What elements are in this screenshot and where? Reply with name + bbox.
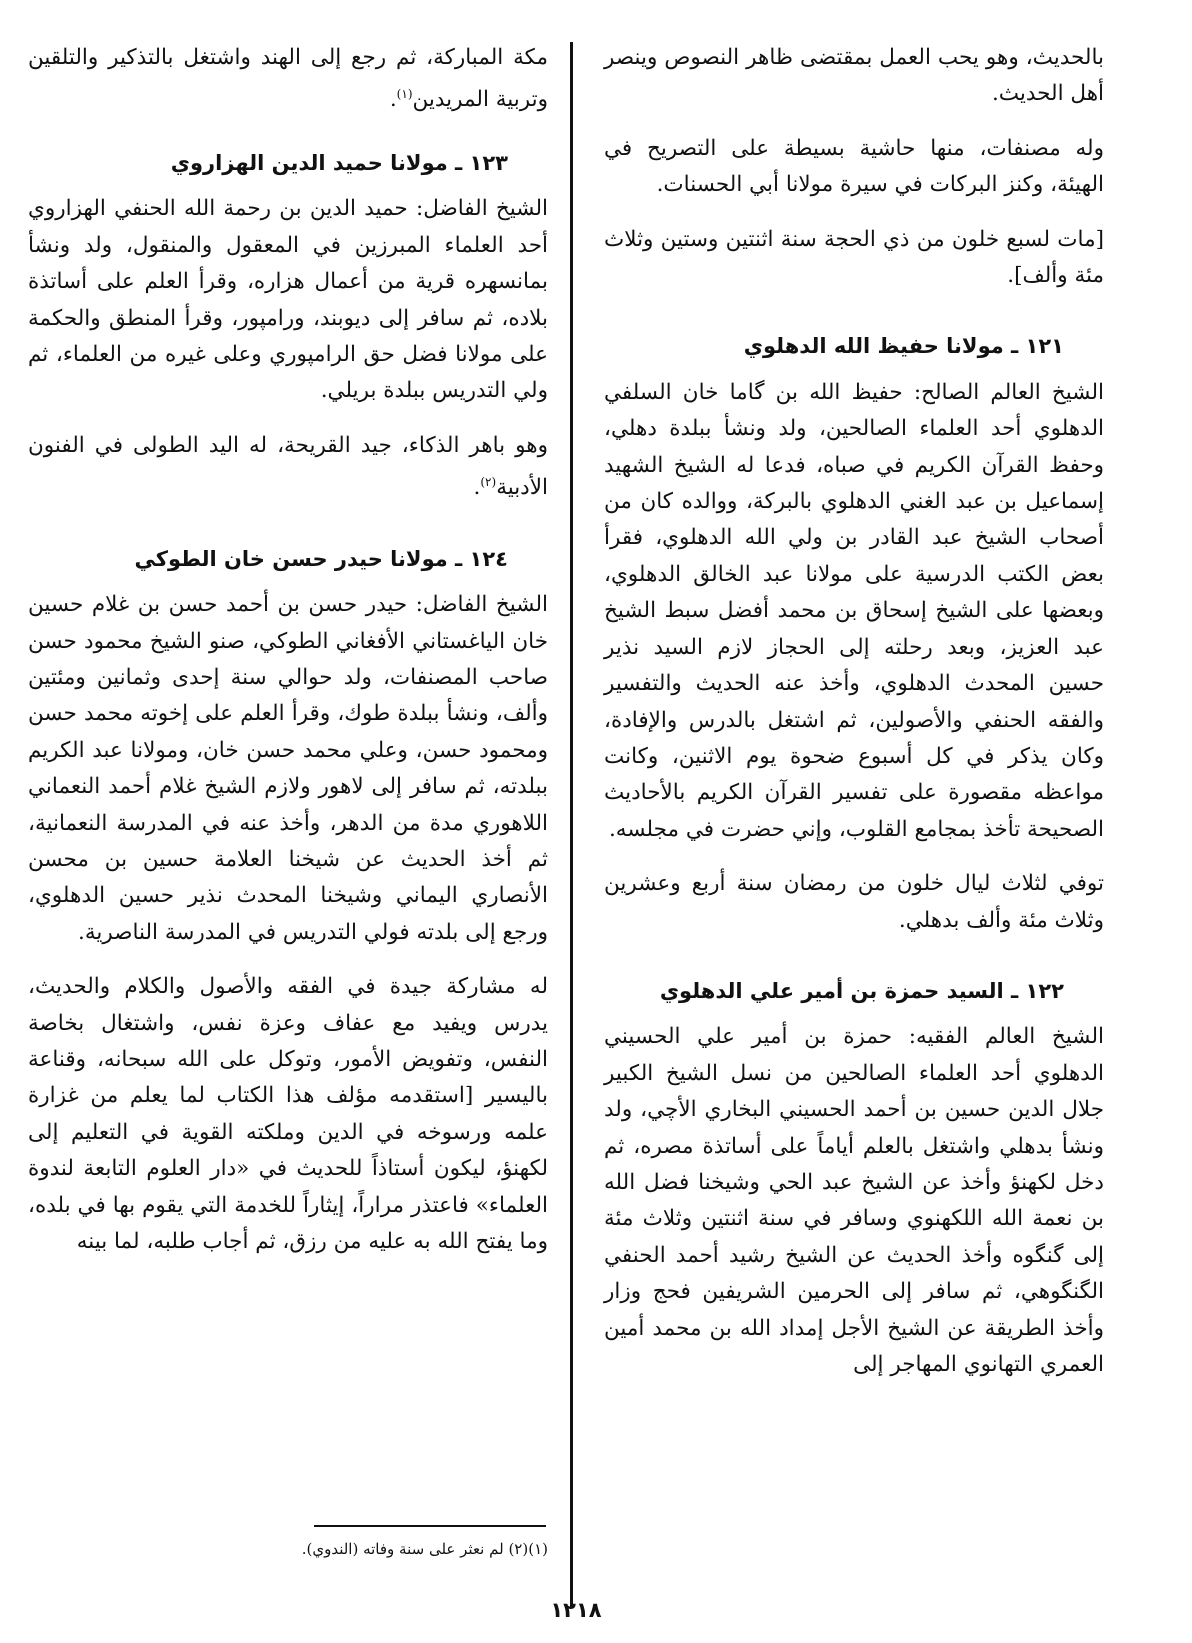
right-column — [604, 40, 1104, 1383]
entry-123-paragraph-2-text: وهو باهر الذكاء، جيد القريحة، له اليد الطولى في الفنون الأدبية — [28, 432, 548, 501]
left-intro-paragraph — [28, 40, 548, 119]
entry-122-heading: ١٢٢ ـ السيد حمزة بن أمير علي الدهلوي — [659, 978, 1064, 1003]
entry-124-paragraph-1: الشيخ الفاضل: حيدر حسن بن أحمد حسن بن غلام حسين خان الياغستاني الأفغاني الطوكي، صنو الشيخ محمود حسن صاحب المصنفات، ولد حوالي سنة إحدى وثمانين ومئتين وألف، ونشأ ببلدة طوك، وقرأ العلم على إخوته محمد حسن ومحمود حسن، وعلي محمد حسن خان، ومولانا عبد الكريم ببلدته، ثم سافر إلى لاهور ولازم الشيخ غلام أحمد النعماني اللاهوري مدة من الدهر، وأخذ عنه في المدرسة النعمانية، ثم أخذ الحديث عن شيخنا العلامة حسين بن محسن الأنصاري اليماني وشيخنا المحدث نذير حسين الدهلوي، ورجع إلى بلدته فولي التدريس في المدرسة الناصرية. — [28, 592, 548, 945]
left-intro-end: . — [389, 87, 397, 113]
footnote-rule — [314, 1525, 546, 1527]
right-intro-paragraph: بالحديث، وهو يحب العمل بمقتضى ظاهر النصوص وينصر أهل الحديث. — [604, 45, 1104, 107]
right-death-paragraph: [مات لسبع خلون من ذي الحجة سنة اثنتين وستين وثلاث مئة وألف]. — [604, 226, 1104, 289]
entry-124-heading: ١٢٤ ـ مولانا حيدر حسن خان الطوكي — [134, 546, 508, 571]
entry-122-paragraph-1: الشيخ العالم الفقيه: حمزة بن أمير علي الحسيني الدهلوي أحد العلماء الصالحين من نسل الشيخ الكبير جلال الدين حسين بن أحمد الحسيني البخاري الأچي، ولد ونشأ بدهلي واشتغل بالعلم أياماً على أساتذة مصره، ثم دخل لكهنؤ وأخذ عن الشيخ عبد الحي وشيخنا فضل الله بن نعمة الله اللكهنوي وسافر في سنة اثنتين وثلاث مئة إلى گنگوه وأخذ الحديث عن الشيخ رشيد أحمد الحنفي الگنگوهي، ثم سافر إلى الحرمين الشريفين فحج وزار وأخذ الطريقة عن الشيخ الأجل إمداد الله بن محمد أمين العمري التهانوي المهاجر إلى — [604, 1024, 1104, 1377]
entry-123-paragraph-1: الشيخ الفاضل: حميد الدين بن رحمة الله الحنفي الهزاروي أحد العلماء المبرزين في المعقول والمنقول، ولد ونشأ بمانسهره قرية من أعمال هزاره، وقرأ العلم على أساتذة بلاده، ثم سافر إلى ديوبند، ورامپور، وقرأ المنطق والحكمة على مولانا فضل حق الرامپوري وعلى غيره من العلماء، ثم ولي التدريس ببلدة بريلي. — [28, 196, 548, 404]
entry-123-paragraph-2 — [28, 428, 548, 507]
footnote-ref-2: (٢) — [480, 475, 497, 490]
column-divider — [570, 42, 573, 1607]
page-number: ١٢١٨ — [550, 1598, 602, 1622]
left-intro-text: مكة المباركة، ثم رجع إلى الهند واشتغل بالتذكير والتلقين وتربية المريدين — [28, 45, 548, 113]
left-column — [28, 40, 548, 1261]
entry-123-paragraph-2-end: . — [473, 475, 481, 501]
entry-124-paragraph-2: له مشاركة جيدة في الفقه والأصول والكلام والحديث، يدرس ويفيد مع عفاف وعزة نفس، واشتغال بخاصة النفس، وتفويض الأمور، وتوكل على الله سبحانه، وقناعة باليسير [استقدمه مؤلف هذا الكتاب لما يعلم من غزارة علمه ورسوخه في الدين وملكته القوية في التعليم إلى لكهنؤ، ليكون أستاذاً للحديث في «دار العلوم التابعة لندوة العلماء» فاعتذر مراراً، إيثاراً للخدمة التي يقوم بها في بلده، وما يفتح الله به عليه من رزق، ثم أجاب طلبه، لما بينه — [28, 974, 548, 1255]
entry-121-paragraph-1: الشيخ العالم الصالح: حفيظ الله بن گاما خان السلفي الدهلوي أحد العلماء الصالحين، ولد ونشأ ببلدة دهلي، وحفظ القرآن الكريم في صباه، فدعا له الشيخ الشهيد إسماعيل بن عبد الغني الدهلوي بالبركة، ووالده كان من أصحاب الشيخ عبد القادر بن ولي الله الدهلوي، فقرأ بعض الكتب الدرسية على مولانا عبد الخالق الدهلوي، وبعضها على الشيخ إسحاق بن محمد أفضل سبط الشيخ عبد العزيز، وبعد رحلته إلى الحجاز لازم السيد نذير حسين المحدث الدهلوي، وأخذ عنه الحديث والتفسير والفقه الحنفي والأصولين، ثم اشتغل بالدرس والإفادة، وكان يذكر في كل أسبوع ضحوة يوم الاثنين، وكانت مواعظه مقصورة على تفسير القرآن الكريم بالأحاديث الصحيحة تأخذ بمجامع القلوب، وإني حضرت في مجلسه. — [604, 379, 1104, 842]
footnote-ref-1: (١) — [396, 87, 413, 102]
entry-121-heading: ١٢١ ـ مولانا حفيظ الله الدهلوي — [743, 334, 1064, 359]
footnote: (١)(٢) لم نعثر على سنة وفاته (الندوي). — [301, 1540, 548, 1558]
entry-123-heading: ١٢٣ ـ مولانا حميد الدين الهزاروي — [170, 150, 508, 175]
entry-121-paragraph-2: توفي لثلاث ليال خلون من رمضان سنة أربع وعشرين وثلاث مئة وألف بدهلي. — [604, 871, 1104, 933]
right-works-paragraph: وله مصنفات، منها حاشية بسيطة على التصريح في الهيئة، وكنز البركات في سيرة مولانا أبي الحسنات. — [604, 135, 1104, 198]
